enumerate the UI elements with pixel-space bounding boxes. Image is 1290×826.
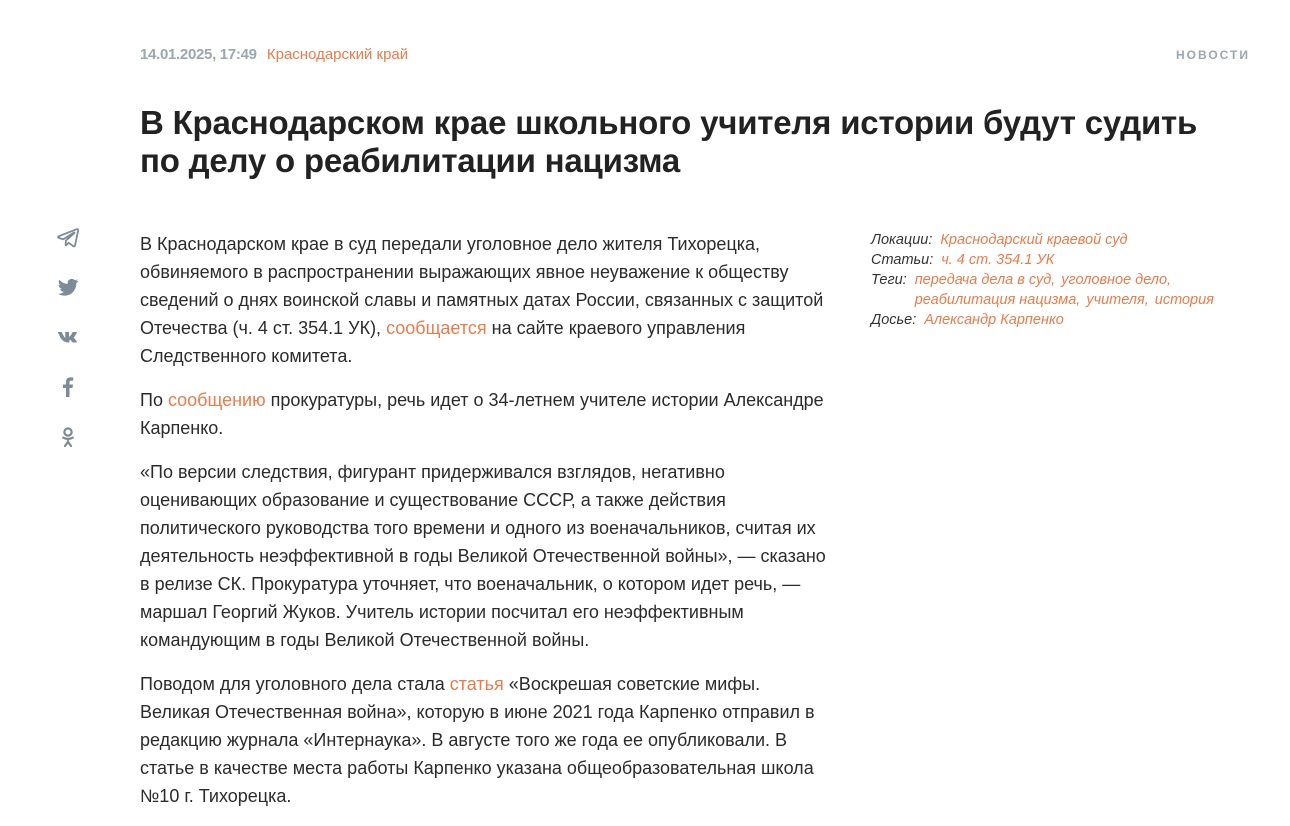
facebook-icon[interactable] (56, 375, 80, 399)
rubric-link[interactable]: НОВОСТИ (1175, 48, 1250, 62)
article-tags-panel (871, 230, 1251, 330)
paragraph-3: «По версии следствия, фигурант придерживался взглядов, негативно оценивающих образование и существование СССР, а также действия политического руководства того времени и одного из военачальников, считая их деятельность неэффективной в годы Великой Отечественной войны», — сказано в релизе СК. Прокуратура уточняет, что военачальник, о котором идет речь, — маршал Георгий Жуков. Учитель истории посчитал его неэффективным командующим в годы Великой Отечественной войны. (140, 462, 826, 650)
article-body (140, 230, 830, 826)
text: В Краснодарском крае в суд передали уголовное дело жителя Тихорецка, обвиняемого в распространении выражающих явное неуважение к обществу сведений о днях воинской славы и памятных датах России, связанных с защитой Отечества (ч. 4 ст. 354.1 УК), (140, 234, 824, 338)
dossier-link[interactable]: Александр Карпенко (924, 312, 1064, 328)
tag-link[interactable]: учителя, (1086, 292, 1149, 308)
dossier-label: Досье: (871, 312, 917, 328)
source-link-prosecutor[interactable]: сообщению (167, 390, 266, 410)
tag-link[interactable]: реабилитация нацизма, (914, 292, 1081, 308)
law-article-link[interactable]: ч. 4 ст. 354.1 УК (941, 252, 1055, 268)
paragraph-1 (140, 230, 830, 370)
source-link-sk[interactable]: сообщается (386, 318, 487, 338)
share-bar (56, 225, 80, 475)
region-link[interactable]: Краснодарский край (266, 46, 409, 63)
locations-row (871, 230, 1251, 250)
telegram-icon[interactable] (56, 225, 80, 249)
text: на сайте краевого управления Следственного комитета. (140, 318, 746, 366)
dossier-row (871, 310, 1251, 330)
articles-label: Статьи: (871, 252, 934, 268)
article-headline: В Краснодарском крае школьного учителя истории будут судить по делу о реабилитации нацизма (140, 104, 1198, 179)
locations-label: Локации: (871, 232, 933, 248)
tag-link[interactable]: передача дела в суд, (914, 272, 1056, 288)
text: «Воскрешая советские мифы. Великая Отечественная война», которую в июне 2021 года Карпенко отправил в редакцию журнала «Интернаука». В августе того же года ее опубликовали. В статье в качестве места работы Карпенко указана общеобразовательная школа №10 г. Тихорецка. (140, 674, 815, 806)
odnoklassniki-icon[interactable] (56, 425, 80, 449)
paragraph-2 (140, 386, 830, 442)
tag-link[interactable]: уголовное дело, (1061, 272, 1172, 288)
twitter-icon[interactable] (56, 275, 80, 299)
location-link[interactable]: Краснодарский краевой суд (940, 232, 1128, 248)
tags-row (871, 270, 1251, 310)
tags-label: Теги: (871, 272, 907, 288)
vk-icon[interactable] (56, 325, 80, 349)
publish-date: 14.01.2025, 17:49 (140, 46, 257, 63)
article-link[interactable]: статья (449, 674, 504, 694)
text: Поводом для уголовного дела стала (140, 674, 450, 694)
text: прокуратуры, речь идет о 34-летнем учителе истории Александре Карпенко. (140, 390, 824, 438)
paragraph-4 (140, 670, 830, 810)
tag-link[interactable]: история (1154, 292, 1214, 308)
text: По (140, 390, 168, 410)
articles-row (871, 250, 1251, 270)
article-meta (140, 46, 408, 63)
